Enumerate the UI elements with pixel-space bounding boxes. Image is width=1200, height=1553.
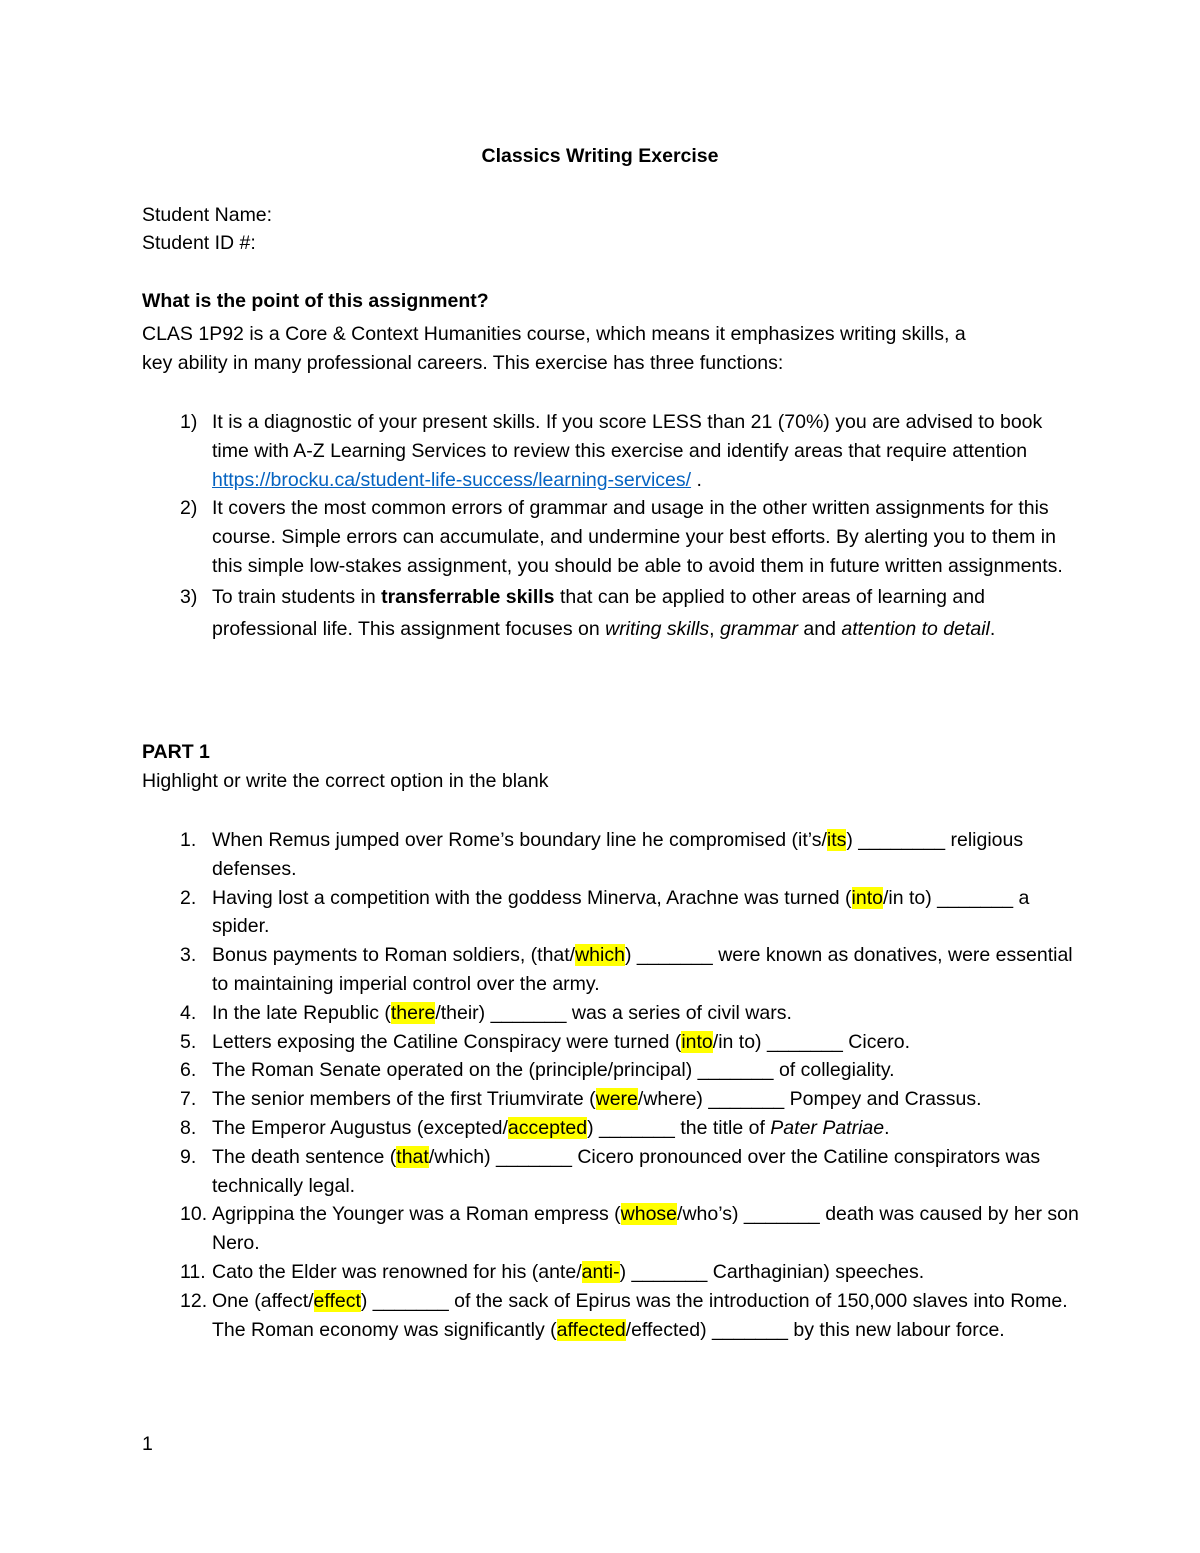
question-number: 8. (180, 1116, 197, 1139)
question-text: When Remus jumped over Rome’s boundary line he compromised (it’s/ (212, 829, 827, 851)
function-italic-text: attention to detail (841, 617, 990, 640)
highlighted-answer[interactable]: whose (620, 1203, 678, 1226)
highlighted-answer[interactable]: into (681, 1030, 713, 1053)
student-id-label: Student ID #: (142, 232, 256, 254)
function-bold-text: transferrable skills (381, 585, 555, 608)
highlighted-answer[interactable]: that (396, 1145, 429, 1168)
question-item (142, 1258, 1082, 1287)
function-number: 3) (180, 585, 198, 608)
question-item (142, 884, 1082, 942)
highlighted-answer[interactable]: there (390, 1001, 436, 1024)
function-text: It is a diagnostic of your present skills. If you score LESS than 21 (70%) you are advised to book time with A-Z Learning Services to review this exercise and identify areas that require attention (212, 411, 1043, 462)
question-text: ) _______ were known as donatives, were essential to maintaining imperial control over the army. (212, 944, 1073, 995)
learning-services-link[interactable]: https://brocku.ca/student-life-success/learning-services/ (212, 468, 692, 491)
question-text: /in to) _______ a spider. (212, 886, 1030, 938)
question-text: The Emperor Augustus (excepted/ (212, 1116, 508, 1139)
question-item (142, 941, 1082, 999)
questions-list (142, 826, 1082, 1344)
function-item-3 (142, 581, 1082, 645)
highlighted-answer[interactable]: its (826, 829, 847, 851)
question-number: 9. (180, 1145, 197, 1168)
question-text: ) ________ religious defenses. (212, 829, 1024, 880)
part1-heading: PART 1 (142, 741, 210, 763)
function-text: and (797, 617, 842, 640)
question-number: 4. (180, 1001, 197, 1024)
page-number: 1 (142, 1433, 153, 1455)
question-number: 5. (180, 1030, 197, 1053)
function-item-2 (142, 494, 1082, 580)
question-text: ) _______ of the sack of Epirus was the introduction of 150,000 slaves into Rome. The Roman economy was significantly ( (212, 1289, 1068, 1341)
point-heading: What is the point of this assignment? (142, 290, 489, 312)
part1-instruction: Highlight or write the correct option in the blank (142, 770, 549, 792)
question-text: ) _______ the title of (587, 1116, 771, 1139)
question-italic-text: Pater Patriae (770, 1116, 885, 1139)
function-item-1 (142, 408, 1082, 494)
question-text: Letters exposing the Catiline Conspiracy were turned ( (212, 1030, 682, 1053)
question-number: 7. (180, 1088, 197, 1111)
function-text: It covers the most common errors of grammar and usage in the other written assignments for this course. Simple errors can accumulate, and undermine your best efforts. By alerting you to them in this simple low-stakes assignment, you should be able to avoid them in future written assignments. (212, 497, 1063, 577)
question-text: The Roman Senate operated on the (principle/principal) _______ of collegiality. (212, 1059, 895, 1082)
intro-line-2: key ability in many professional careers. This exercise has three functions: (142, 352, 784, 374)
question-text: /in to) _______ Cicero. (712, 1030, 911, 1053)
function-italic-text: grammar (719, 617, 798, 640)
question-item (142, 1287, 1082, 1345)
question-item (142, 999, 1082, 1028)
question-text: /who’s) _______ death was caused by her son Nero. (212, 1203, 1079, 1255)
question-text: /which) _______ Cicero pronounced over the Catiline conspirators was technically legal. (212, 1145, 1041, 1197)
question-text: /effected) _______ by this new labour force. (625, 1318, 1005, 1341)
question-text: /their) _______ was a series of civil wars. (435, 1001, 792, 1024)
question-number: 2. (180, 886, 197, 909)
student-name-label: Student Name: (142, 204, 273, 226)
function-text: , (709, 617, 720, 640)
question-item (142, 1028, 1082, 1057)
highlighted-answer[interactable]: affected (556, 1318, 626, 1341)
question-number: 6. (180, 1059, 197, 1082)
question-item (142, 1085, 1082, 1114)
question-text: The senior members of the first Triumvirate ( (212, 1088, 596, 1111)
functions-list (142, 408, 1082, 645)
question-item (142, 1200, 1082, 1258)
question-text: Agrippina the Younger was a Roman empress ( (212, 1203, 621, 1226)
question-text: Bonus payments to Roman soldiers, (that/ (212, 944, 576, 967)
highlighted-answer[interactable]: into (851, 886, 883, 909)
highlighted-answer[interactable]: anti- (581, 1260, 620, 1283)
document-title: Classics Writing Exercise (481, 145, 719, 167)
highlighted-answer[interactable]: accepted (507, 1116, 588, 1139)
function-number: 1) (180, 411, 198, 433)
function-text: To train students in (212, 585, 382, 608)
question-number: 10. (180, 1203, 208, 1226)
highlighted-answer[interactable]: were (595, 1088, 638, 1111)
question-item (142, 1114, 1082, 1143)
question-text: Having lost a competition with the goddess Minerva, Arachne was turned ( (212, 886, 852, 909)
question-text: Cato the Elder was renowned for his (ante/ (212, 1260, 582, 1283)
function-italic-text: writing skills (605, 617, 710, 640)
question-text: One (affect/ (212, 1289, 314, 1312)
function-text-end: . (691, 468, 702, 491)
highlighted-answer[interactable]: which (575, 944, 625, 967)
question-text: ) _______ Carthaginian) speeches. (619, 1260, 925, 1283)
question-number: 1. (180, 829, 197, 851)
question-item (142, 826, 1082, 884)
highlighted-answer[interactable]: effect (313, 1289, 361, 1312)
question-number: 12. (180, 1289, 208, 1312)
function-text: that can be applied to other areas of learning and professional life. This assignment focuses on (212, 585, 985, 640)
question-text: . (884, 1116, 890, 1139)
question-text: The death sentence ( (212, 1145, 397, 1168)
intro-line-1: CLAS 1P92 is a Core & Context Humanities course, which means it emphasizes writing skills, a (142, 323, 966, 345)
question-number: 11. (180, 1260, 206, 1283)
question-number: 3. (180, 944, 197, 967)
question-item (142, 1056, 1082, 1085)
question-item (142, 1143, 1082, 1201)
question-text: /where) _______ Pompey and Crassus. (637, 1088, 982, 1111)
function-number: 2) (180, 497, 198, 520)
function-text: . (989, 617, 996, 640)
question-text: In the late Republic ( (212, 1001, 391, 1024)
